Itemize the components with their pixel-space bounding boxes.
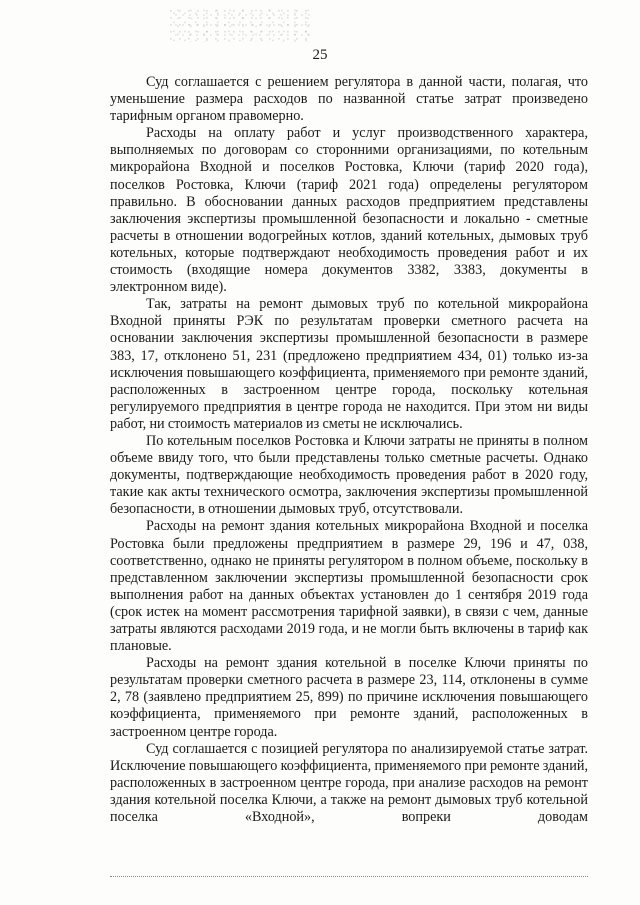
paragraph: Расходы на оплату работ и услуг производственного характера, выполняемых по договорам со сторонними организациями, по котельным микрорайона Входной и поселков Ростовка, Ключи (тариф 2020 года), поселков Ростовка, Ключи (тариф 2021 года) определены регулятором правильно. В обосновании данных расходов предприятием представлены заключения экспертизы промышленной безопасности и локально - сметные расчеты в отношении водогрейных котлов, зданий котельных, дымовых труб котельных, которые подтверждают необходимость проведения работ и их стоимость (входящие номера документов 3382, 3383, документы в электронном виде). xyxy=(110,125,588,296)
paragraph: Так, затраты на ремонт дымовых труб по котельной микрорайона Входной приняты РЭК по результатам проверки сметного расчета на основании заключения экспертизы промышленной безопасности в размере 383, 17, отклонено 51, 231 (предложено предприятием 434, 01) только из-за исключения повышающего коэффициента, применяемого при ремонте зданий, расположенных в застроенном центре города, поскольку котельная регулируемого предприятия в центре города не находится. При этом ни виды работ, ни стоимость материалов из сметы не исключались. xyxy=(110,296,588,432)
paragraph: Суд соглашается с решением регулятора в данной части, полагая, что уменьшение размера расходов по названной статье затрат произведено тарифным органом правомерно. xyxy=(110,74,588,125)
document-body xyxy=(110,74,588,826)
paragraph: По котельным поселков Ростовка и Ключи затраты не приняты в полном объеме ввиду того, что были представлены только сметные расчеты. Однако документы, подтверждающие необходимость проведения работ в 2020 году, такие как акты технического осмотра, заключения экспертизы промышленной безопасности, в отношении дымовых труб, отсутствовали. xyxy=(110,432,588,518)
paragraph: Расходы на ремонт здания котельных микрорайона Входной и поселка Ростовка были предложены предприятием в размере 29, 196 и 47, 038, соответственно, однако не приняты регулятором в полном объеме, поскольку в представленном заключении экспертизы промышленной безопасности срок выполнения работ на данных объектах установлен до 1 сентября 2019 года (срок истек на момент рассмотрения тарифной заявки), в связи с чем, данные затраты являются расходами 2019 года, и не могли быть включены в тариф как плановые. xyxy=(110,518,588,655)
paragraph-continued: Суд соглашается с позицией регулятора по анализируемой статье затрат. Исключение повышающего коэффициента, применяемого при ремонте зданий, расположенных в застроенном центре города, при анализе расходов на ремонт здания котельной поселка Ключи, а также на ремонт дымовых труб котельной поселка «Входной», вопреки доводам xyxy=(110,740,588,826)
paragraph: Расходы на ремонт здания котельной в поселке Ключи приняты по результатам проверки сметного расчета в размере 23, 114, отклонены в сумме 2, 78 (заявлено предприятием 25, 899) по причине исключения повышающего коэффициента, применяемого при ремонте зданий, расположенных в застроенном центре города. xyxy=(110,655,588,740)
page-number: 25 xyxy=(312,47,328,63)
page-bottom-rule xyxy=(110,876,588,877)
scan-noise xyxy=(170,8,310,42)
